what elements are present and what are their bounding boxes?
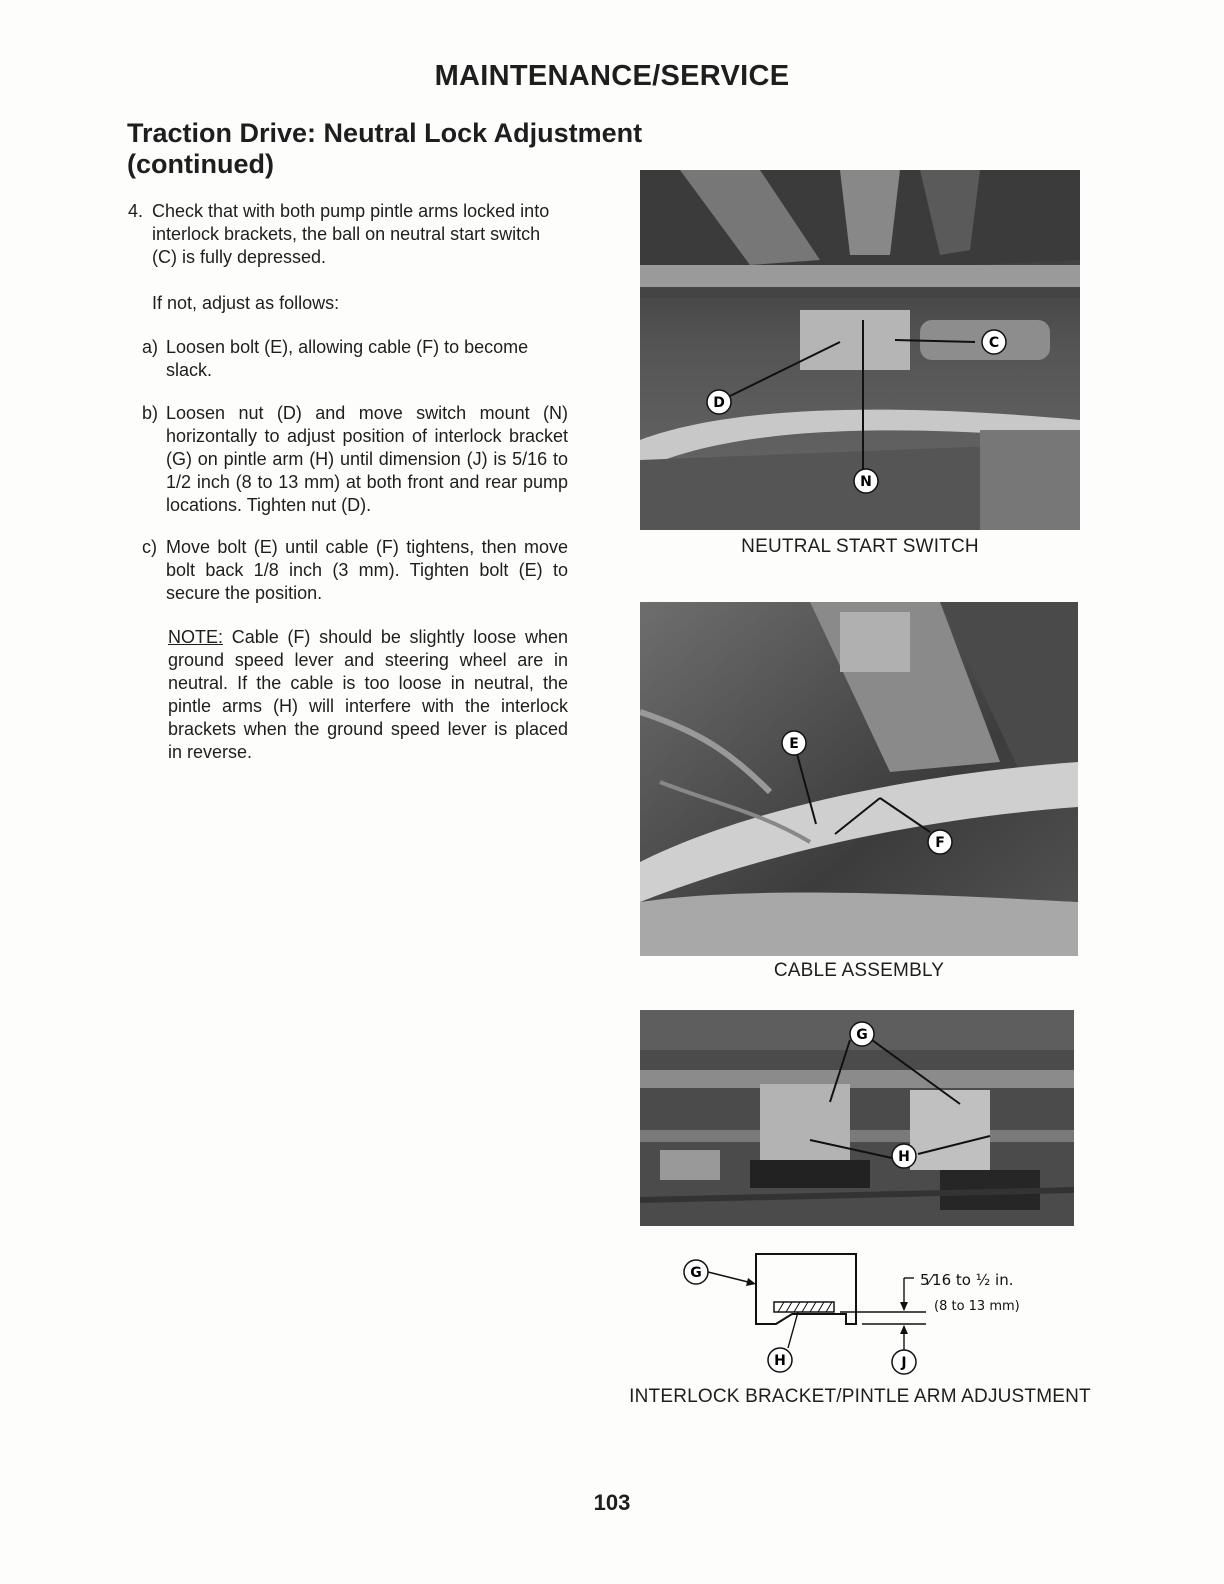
interlock-bracket-photo [640, 1010, 1074, 1226]
svg-text:N: N [860, 474, 872, 490]
callout-D [707, 390, 731, 414]
note [168, 626, 568, 764]
callout-C [982, 330, 1006, 354]
figure-caption-cable-assembly: CABLE ASSEMBLY [773, 960, 945, 981]
interlock-bracket-diagram [676, 1248, 1076, 1384]
svg-text:G: G [856, 1027, 868, 1043]
page-number: 103 [593, 1490, 631, 1515]
diagram-label-J [892, 1350, 916, 1374]
substep-label: c) [142, 537, 157, 557]
svg-text:D: D [713, 395, 725, 411]
svg-text:E: E [789, 736, 799, 752]
note-text: Cable (F) should be slightly loose when ground speed lever and steering wheel are in neutral. If the cable is too loose in neutral, the pintle arms (H) will interfere with the interlock brackets when the ground speed lever is placed in reverse. [168, 627, 568, 762]
diagram-label-G [684, 1260, 708, 1284]
callout-N [854, 469, 878, 493]
note-label: NOTE: [168, 627, 224, 647]
callout-F [928, 830, 952, 854]
substep-a [142, 336, 568, 382]
svg-text:H: H [898, 1149, 910, 1165]
svg-text:J: J [901, 1355, 907, 1371]
cable-assembly-photo [640, 602, 1078, 956]
figure-caption-neutral-start-switch: NEUTRAL START SWITCH [741, 536, 979, 557]
callout-E [782, 731, 806, 755]
step-number: 4. [128, 201, 144, 221]
neutral-start-switch-photo [640, 170, 1080, 530]
substep-text: Loosen nut (D) and move switch mount (N) horizontally to adjust position of interlock bracket (G) on pintle arm (H) until dimension (J) is 5/16 to 1/2 inch (8 to 13 mm) at both front and rear pump locations. Tighten nut (D). [166, 403, 568, 515]
callout-G [850, 1022, 874, 1046]
substep-c [142, 536, 568, 605]
page-title-line1: Traction Drive: Neutral Lock Adjustment [127, 118, 643, 148]
svg-text:H: H [774, 1353, 786, 1369]
page-title [127, 118, 727, 180]
substep-b [142, 402, 568, 517]
substep-text: Move bolt (E) until cable (F) tightens, then move bolt back 1/8 inch (3 mm). Tighten bolt (E) to secure the position. [166, 537, 568, 603]
dimension-mm: (8 to 13 mm) [934, 1299, 1020, 1314]
step-text: Check that with both pump pintle arms locked into interlock brackets, the ball on neutral start switch (C) is fully depressed. [152, 201, 550, 267]
substep-label: b) [142, 403, 159, 423]
step-4 [128, 200, 568, 269]
diagram-label-H [768, 1348, 792, 1372]
svg-text:F: F [935, 835, 945, 851]
substep-label: a) [142, 337, 159, 357]
dimension-inches: 5⁄16 to ½ in. [920, 1271, 1014, 1289]
section-header: MAINTENANCE/SERVICE [434, 60, 790, 92]
substep-text: Loosen bolt (E), allowing cable (F) to become slack. [166, 337, 529, 380]
callout-H [892, 1144, 916, 1168]
svg-text:G: G [690, 1265, 702, 1281]
svg-text:C: C [988, 335, 1000, 351]
figure-caption-interlock-bracket: INTERLOCK BRACKET/PINTLE ARM ADJUSTMENT [629, 1386, 1091, 1407]
page-title-line2: (continued) [127, 149, 274, 179]
if-not-text: If not, adjust as follows: [152, 293, 340, 313]
